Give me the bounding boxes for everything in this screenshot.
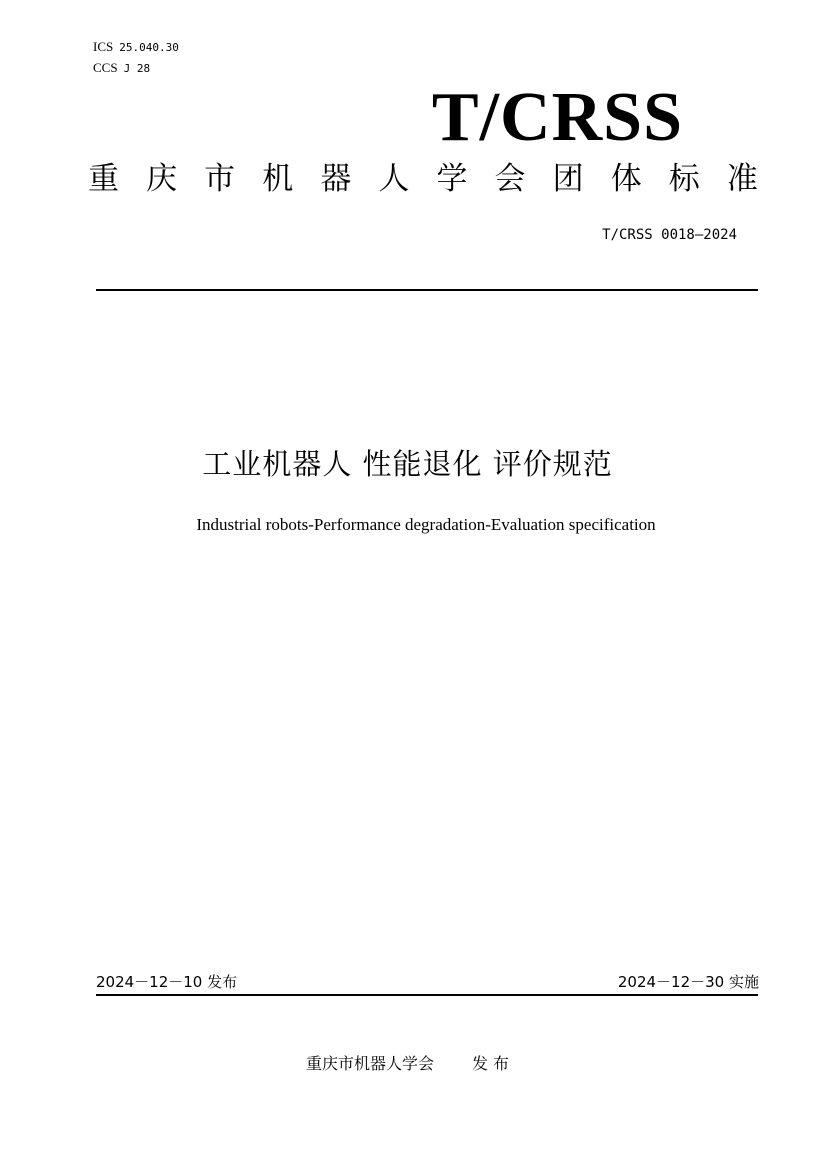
org-title-char: 体: [610, 161, 642, 197]
bottom-divider: [96, 994, 758, 996]
org-title-char: 市: [204, 161, 236, 197]
ics-label: ICS: [93, 39, 114, 54]
org-title-char: 准: [726, 161, 758, 197]
org-title-char: 庆: [146, 161, 178, 197]
org-title-char: 学: [436, 161, 468, 197]
org-title-char: 会: [494, 161, 526, 197]
org-title-char: 器: [320, 161, 352, 197]
publisher-name: 重庆市机器人学会: [305, 1054, 434, 1073]
org-title-char: 人: [378, 161, 410, 197]
brand-logo-text: T/CRSS: [431, 79, 683, 156]
ics-value: 25.040.30: [119, 41, 179, 54]
org-title-char: 标: [668, 161, 700, 197]
org-title-char: 重: [88, 161, 119, 197]
ics-line: [93, 40, 179, 55]
publisher-action: 发 布: [471, 1054, 510, 1073]
org-title-char: 团: [552, 161, 584, 197]
standard-number: T/CRSS 0018—2024: [602, 227, 737, 243]
ccs-line: [93, 61, 150, 76]
ccs-label: CCS: [93, 60, 118, 75]
org-title-char: 机: [262, 161, 294, 197]
implementation-date: 2024－12－30 实施: [617, 973, 759, 991]
document-title-english: Industrial robots-Performance degradation-Evaluation specification: [196, 515, 656, 534]
publish-date: 2024－12－10 发布: [96, 973, 238, 991]
top-divider: [96, 289, 758, 291]
document-title-chinese: 工业机器人 性能退化 评价规范: [202, 447, 613, 481]
ccs-value: J 28: [123, 62, 151, 75]
publisher-line: [0, 1053, 815, 1075]
organization-standard-title: [88, 157, 758, 201]
